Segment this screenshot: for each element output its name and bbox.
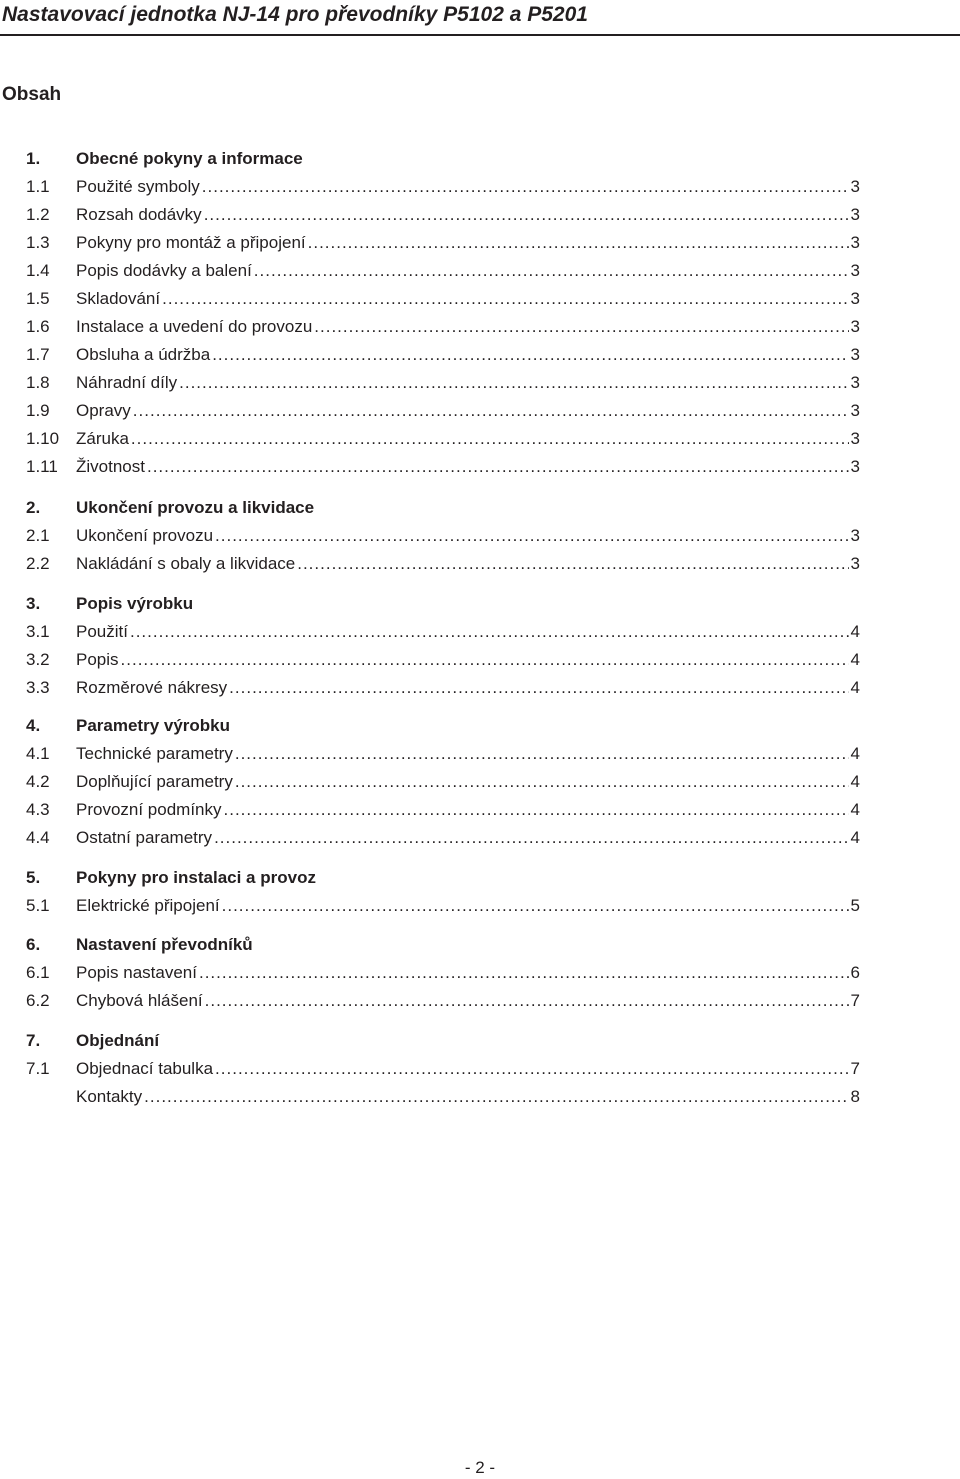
toc-section-number: 4.: [26, 716, 41, 735]
toc-entry-leader-line: [76, 315, 860, 339]
toc-entry-page: 8: [850, 1087, 860, 1106]
toc-entry[interactable]: [26, 524, 860, 548]
toc-dot-leader: [229, 676, 848, 700]
toc-entry[interactable]: [26, 1057, 860, 1081]
toc-entry-label: Obsluha a údržba: [76, 345, 211, 364]
toc-entry[interactable]: [26, 315, 860, 339]
toc-entry-label: Nakládání s obaly a likvidace: [76, 554, 296, 573]
toc-section-heading[interactable]: [26, 496, 860, 520]
toc-entry-number: 3.1: [26, 622, 50, 641]
toc-entry-page: 3: [850, 373, 860, 392]
toc-heading: Obsah: [2, 84, 62, 105]
toc-section-title: Popis výrobku: [76, 594, 194, 613]
toc-entry-label: Použité symboly: [76, 177, 200, 196]
toc-entry[interactable]: [26, 399, 860, 423]
toc-entry-page: 3: [850, 429, 860, 448]
toc-entry-page: 4: [850, 650, 860, 669]
toc-entry-page: 3: [850, 205, 860, 224]
toc-entry-label: Použití: [76, 622, 128, 641]
toc-entry-leader-line: [76, 620, 860, 644]
toc-dot-leader: [162, 287, 848, 311]
toc-entry-label: Instalace a uvedení do provozu: [76, 317, 313, 336]
toc-section-number: 5.: [26, 868, 41, 887]
toc-entry-label: Chybová hlášení: [76, 991, 203, 1010]
toc-entry-leader-line: [76, 742, 860, 766]
toc-entry-number: 1.11: [26, 457, 58, 476]
toc-entry-leader-line: [76, 524, 860, 548]
page-number: - 2 -: [464, 1458, 496, 1477]
toc-entry-leader-line: [76, 231, 860, 255]
toc-dot-leader: [202, 175, 849, 199]
toc-section-heading[interactable]: [26, 866, 860, 890]
toc-entry-number: 4.3: [26, 800, 50, 819]
toc-entry-number: 4.1: [26, 744, 50, 763]
toc-entry-number: 5.1: [26, 896, 50, 915]
toc-entry[interactable]: [26, 770, 860, 794]
toc-section-title: Pokyny pro instalaci a provoz: [76, 868, 316, 887]
toc-section-title: Objednání: [76, 1031, 160, 1050]
toc-dot-leader: [215, 1057, 848, 1081]
toc-entry[interactable]: [26, 620, 860, 644]
toc-entry-label: Skladování: [76, 289, 161, 308]
toc-section-title: Obecné pokyny a informace: [76, 149, 303, 168]
toc-dot-leader: [224, 798, 849, 822]
toc-entry[interactable]: [26, 427, 860, 451]
toc-entry[interactable]: [26, 648, 860, 672]
toc-entry-page: 3: [850, 457, 860, 476]
toc-entry-number: 4.4: [26, 828, 50, 847]
toc-entry-page: 3: [850, 345, 860, 364]
toc-dot-leader: [214, 826, 848, 850]
toc-entry-leader-line: [76, 648, 860, 672]
toc-dot-leader: [144, 1085, 848, 1109]
toc-entry-leader-line: [76, 259, 860, 283]
toc-entry-number: 4.2: [26, 772, 50, 791]
toc-entry-label: Rozměrové nákresy: [76, 678, 228, 697]
toc-entry-page: 3: [850, 401, 860, 420]
toc-section-title: Parametry výrobku: [76, 716, 231, 735]
toc-entry-number: 1.10: [26, 429, 60, 448]
toc-entry-leader-line: [76, 203, 860, 227]
toc-section-title: Nastavení převodníků: [76, 935, 253, 954]
toc-entry[interactable]: [26, 343, 860, 367]
toc-entry-label: Ostatní parametry: [76, 828, 213, 847]
toc-dot-leader: [121, 648, 849, 672]
toc-section-heading[interactable]: [26, 592, 860, 616]
toc-entry-leader-line: [76, 770, 860, 794]
toc-entry[interactable]: [26, 961, 860, 985]
toc-entry-leader-line: [76, 894, 860, 918]
toc-section-number: 1.: [26, 149, 41, 168]
toc-entry-leader-line: [76, 343, 860, 367]
toc-section-title: Ukončení provozu a likvidace: [76, 498, 315, 517]
toc-entry[interactable]: [26, 826, 860, 850]
toc-dot-leader: [215, 524, 849, 548]
toc-entry-leader-line: [76, 961, 860, 985]
toc-dot-leader: [235, 742, 849, 766]
toc-entry-page: 3: [850, 177, 860, 196]
toc-entry[interactable]: [26, 287, 860, 311]
toc-entry-number: 2.2: [26, 554, 50, 573]
toc-entry-page: 7: [850, 991, 860, 1010]
toc-entry[interactable]: [26, 175, 860, 199]
document-header: [0, 0, 960, 37]
toc-section-heading[interactable]: [26, 714, 860, 738]
toc-entry-number: 1.2: [26, 205, 50, 224]
toc-entry-number: 3.2: [26, 650, 50, 669]
toc-entry-leader-line: [76, 287, 860, 311]
toc-entry-page: 3: [850, 554, 860, 573]
toc-dot-leader: [222, 894, 849, 918]
toc-entry-number: 1.3: [26, 233, 50, 252]
toc-section-heading[interactable]: [26, 1029, 860, 1053]
toc-entry-label: Popis: [76, 650, 119, 669]
toc-entry[interactable]: [26, 455, 860, 479]
toc-entry-number: 2.1: [26, 526, 50, 545]
toc-entry-leader-line: [76, 371, 860, 395]
toc-entry-page: 3: [850, 261, 860, 280]
toc-entry-label: Záruka: [76, 429, 129, 448]
toc-entry[interactable]: [26, 259, 860, 283]
toc-entry-label: Opravy: [76, 401, 131, 420]
toc-entry-page: 3: [850, 233, 860, 252]
toc-entry[interactable]: [26, 1085, 860, 1109]
toc-entry[interactable]: [26, 231, 860, 255]
toc-entry-leader-line: [76, 455, 860, 479]
toc-dot-leader: [235, 770, 849, 794]
header-rule: [0, 34, 960, 36]
toc-entry-leader-line: [76, 427, 860, 451]
toc-section-number: 2.: [26, 498, 41, 517]
toc-entry-label: Doplňující parametry: [76, 772, 233, 791]
toc-entry-number: 1.8: [26, 373, 50, 392]
toc-entry[interactable]: [26, 676, 860, 700]
toc-dot-leader: [254, 259, 849, 283]
toc-entry-label: Životnost: [76, 457, 145, 476]
toc-entry-number: 6.1: [26, 963, 50, 982]
toc-entry-label: Rozsah dodávky: [76, 205, 202, 224]
toc-entry-label: Popis nastavení: [76, 963, 197, 982]
toc-dot-leader: [133, 399, 849, 423]
toc-entry-number: 3.3: [26, 678, 50, 697]
toc-entry-page: 4: [850, 800, 860, 819]
toc-entry-label: Pokyny pro montáž a připojení: [76, 233, 306, 252]
toc-entry-label: Provozní podmínky: [76, 800, 222, 819]
toc-entry-label: Ukončení provozu: [76, 526, 214, 545]
toc-entry-leader-line: [76, 798, 860, 822]
toc-entry-label: Technické parametry: [76, 744, 233, 763]
toc-dot-leader: [130, 620, 849, 644]
toc-entry[interactable]: [26, 742, 860, 766]
toc-dot-leader: [212, 343, 848, 367]
toc-entry-page: 4: [850, 744, 860, 763]
toc-section-number: 3.: [26, 594, 41, 613]
toc-entry-page: 6: [850, 963, 860, 982]
toc-section-heading[interactable]: [26, 933, 860, 957]
toc-entry-page: 3: [850, 317, 860, 336]
toc-entry-label: Elektrické připojení: [76, 896, 220, 915]
toc-entry-number: 7.1: [26, 1059, 50, 1078]
toc-section-number: 6.: [26, 935, 41, 954]
toc-entry[interactable]: [26, 203, 860, 227]
toc-entry-leader-line: [76, 676, 860, 700]
toc-entry-page: 7: [850, 1059, 860, 1078]
toc-entry-label: Objednací tabulka: [76, 1059, 214, 1078]
toc-entry-leader-line: [76, 989, 860, 1013]
toc-dot-leader: [204, 203, 849, 227]
toc-dot-leader: [205, 989, 849, 1013]
toc-dot-leader: [314, 315, 848, 339]
toc-dot-leader: [199, 961, 849, 985]
toc-section-heading[interactable]: [26, 147, 860, 171]
toc-entry-page: 3: [850, 526, 860, 545]
toc-entry-number: 1.9: [26, 401, 50, 420]
toc-entry[interactable]: [26, 371, 860, 395]
toc-entry-leader-line: [76, 826, 860, 850]
toc-entry-label: Kontakty: [76, 1087, 143, 1106]
toc-entry-leader-line: [76, 1085, 860, 1109]
toc-entry-page: 4: [850, 828, 860, 847]
toc-entry-leader-line: [76, 1057, 860, 1081]
toc-dot-leader: [297, 552, 848, 576]
toc-dot-leader: [131, 427, 849, 451]
toc-entry-leader-line: [76, 399, 860, 423]
toc-entry-leader-line: [76, 175, 860, 199]
toc-entry[interactable]: [26, 798, 860, 822]
toc-entry[interactable]: [26, 552, 860, 576]
toc-entry[interactable]: [26, 894, 860, 918]
toc-entry-number: 6.2: [26, 991, 50, 1010]
toc-entry-number: 1.7: [26, 345, 50, 364]
toc-entry-label: Náhradní díly: [76, 373, 178, 392]
toc-dot-leader: [147, 455, 849, 479]
toc-entry-leader-line: [76, 552, 860, 576]
toc-entry-page: 3: [850, 289, 860, 308]
toc-dot-leader: [308, 231, 849, 255]
toc-entry-number: 1.4: [26, 261, 50, 280]
toc-entry-number: 1.6: [26, 317, 50, 336]
toc-entry-page: 4: [850, 772, 860, 791]
toc-entry-page: 5: [850, 896, 860, 915]
toc-entry-number: 1.1: [26, 177, 50, 196]
toc-entry-page: 4: [850, 622, 860, 641]
toc-section-number: 7.: [26, 1031, 41, 1050]
toc-entry-number: 1.5: [26, 289, 50, 308]
toc-dot-leader: [179, 371, 848, 395]
document-title: Nastavovací jednotka NJ-14 pro převodníky P5102 a P5201: [2, 3, 588, 26]
toc-entry-page: 4: [850, 678, 860, 697]
toc-entry-label: Popis dodávky a balení: [76, 261, 252, 280]
toc-entry[interactable]: [26, 989, 860, 1013]
